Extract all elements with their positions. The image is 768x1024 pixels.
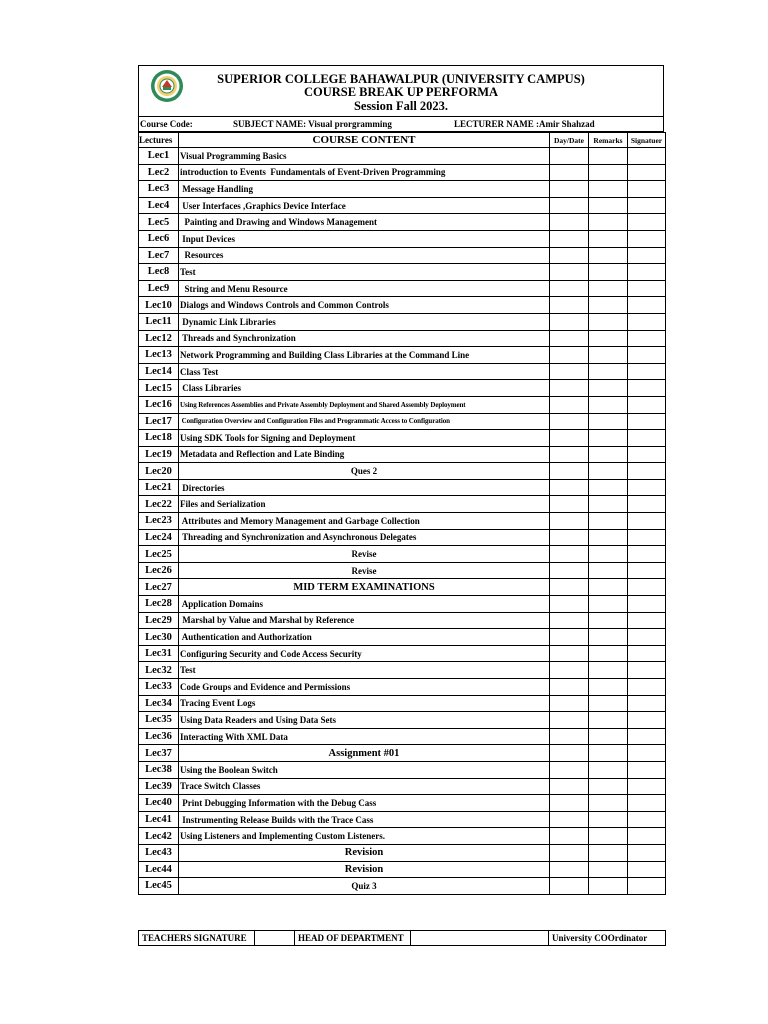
table-row <box>139 148 666 165</box>
table-header-row <box>139 133 666 148</box>
lecture-topic: Visual Programming Basics <box>179 148 550 165</box>
table-row <box>139 645 666 662</box>
date-cell[interactable] <box>550 380 589 397</box>
table-row <box>139 463 666 480</box>
lecture-topic: Painting and Drawing and Windows Management <box>179 214 550 231</box>
signature-cell[interactable] <box>628 712 666 729</box>
date-cell[interactable] <box>550 430 589 447</box>
lecture-number: Lec39 <box>139 778 179 795</box>
lecture-topic: Configuration Overview and Configuration Files and Programmatic Access to Configuration <box>179 413 550 430</box>
table-row <box>139 496 666 513</box>
signature-row <box>138 930 666 946</box>
remarks-cell[interactable] <box>589 761 628 778</box>
remarks-cell[interactable] <box>589 778 628 795</box>
session-label: Session Fall 2023. <box>353 98 449 113</box>
date-cell[interactable] <box>550 396 589 413</box>
date-cell[interactable] <box>550 330 589 347</box>
signature-cell[interactable] <box>628 795 666 812</box>
date-cell[interactable] <box>550 579 589 596</box>
remarks-cell[interactable] <box>589 347 628 364</box>
date-cell[interactable] <box>550 712 589 729</box>
lecture-number: Lec45 <box>139 878 179 895</box>
table-row <box>139 844 666 861</box>
column-header-date: Day/Date <box>550 133 589 148</box>
signature-cell[interactable] <box>628 579 666 596</box>
remarks-cell[interactable] <box>589 795 628 812</box>
signature-cell[interactable] <box>628 695 666 712</box>
remarks-cell[interactable] <box>589 396 628 413</box>
lecture-topic: Network Programming and Building Class Libraries at the Command Line <box>179 347 550 364</box>
lecture-topic: Directories <box>179 479 550 496</box>
signature-cell[interactable] <box>628 629 666 646</box>
date-cell[interactable] <box>550 264 589 281</box>
signature-cell[interactable] <box>628 430 666 447</box>
lecture-number: Lec34 <box>139 695 179 712</box>
table-row <box>139 479 666 496</box>
course-info-row <box>138 117 664 132</box>
lecture-topic: String and Menu Resource <box>179 280 550 297</box>
date-cell[interactable] <box>550 529 589 546</box>
remarks-cell[interactable] <box>589 430 628 447</box>
lecture-topic: Files and Serialization <box>179 496 550 513</box>
remarks-cell[interactable] <box>589 529 628 546</box>
date-cell[interactable] <box>550 629 589 646</box>
remarks-cell[interactable] <box>589 363 628 380</box>
lecture-number: Lec28 <box>139 596 179 613</box>
date-cell[interactable] <box>550 728 589 745</box>
remarks-cell[interactable] <box>589 645 628 662</box>
remarks-cell[interactable] <box>589 230 628 247</box>
lecture-topic: introduction to Events Fundamentals of Event-Driven Programming <box>179 164 550 181</box>
table-row <box>139 430 666 447</box>
remarks-cell[interactable] <box>589 728 628 745</box>
lecture-number: Lec27 <box>139 579 179 596</box>
lecture-number: Lec31 <box>139 645 179 662</box>
course-code-label: Course Code: <box>140 119 193 129</box>
lecture-number: Lec5 <box>139 214 179 231</box>
signature-cell[interactable] <box>628 662 666 679</box>
signature-cell[interactable] <box>628 612 666 629</box>
remarks-cell[interactable] <box>589 579 628 596</box>
form-title: COURSE BREAK UP PERFORMA <box>303 85 499 100</box>
signature-cell[interactable] <box>628 479 666 496</box>
remarks-cell[interactable] <box>589 546 628 563</box>
date-cell[interactable] <box>550 679 589 696</box>
remarks-cell[interactable] <box>589 164 628 181</box>
table-row <box>139 596 666 613</box>
signature-cell[interactable] <box>628 197 666 214</box>
table-row <box>139 396 666 413</box>
table-row <box>139 695 666 712</box>
lecture-topic: Metadata and Reflection and Late Binding <box>179 446 550 463</box>
signature-cell[interactable] <box>628 861 666 878</box>
course-breakup-table <box>138 132 666 895</box>
table-row <box>139 513 666 530</box>
remarks-cell[interactable] <box>589 413 628 430</box>
remarks-cell[interactable] <box>589 679 628 696</box>
hod-label: HEAD OF DEPARTMENT <box>295 931 411 946</box>
lecture-topic: Threading and Synchronization and Asynchronous Delegates <box>179 529 550 546</box>
date-cell[interactable] <box>550 844 589 861</box>
remarks-cell[interactable] <box>589 844 628 861</box>
lecture-topic: Using SDK Tools for Signing and Deployment <box>179 430 550 447</box>
date-cell[interactable] <box>550 363 589 380</box>
signature-cell[interactable] <box>628 297 666 314</box>
lecture-number: Lec16 <box>139 396 179 413</box>
lecture-topic: Revise <box>179 562 550 579</box>
table-row <box>139 347 666 364</box>
lecture-number: Lec32 <box>139 662 179 679</box>
date-cell[interactable] <box>550 148 589 165</box>
table-row <box>139 612 666 629</box>
remarks-cell[interactable] <box>589 811 628 828</box>
lecture-number: Lec33 <box>139 679 179 696</box>
date-cell[interactable] <box>550 446 589 463</box>
lecture-number: Lec4 <box>139 197 179 214</box>
lecture-topic: MID TERM EXAMINATIONS <box>179 579 550 596</box>
lecture-topic: Assignment #01 <box>179 745 550 762</box>
lecture-topic: Revision <box>179 861 550 878</box>
lecture-number: Lec10 <box>139 297 179 314</box>
date-cell[interactable] <box>550 878 589 895</box>
lecture-topic: Resources <box>179 247 550 264</box>
remarks-cell[interactable] <box>589 197 628 214</box>
signature-cell[interactable] <box>628 230 666 247</box>
lecture-number: Lec23 <box>139 513 179 530</box>
date-cell[interactable] <box>550 347 589 364</box>
lecture-topic: Interacting With XML Data <box>179 728 550 745</box>
date-cell[interactable] <box>550 761 589 778</box>
date-cell[interactable] <box>550 280 589 297</box>
table-row <box>139 297 666 314</box>
signature-cell[interactable] <box>628 463 666 480</box>
lecture-topic: Threads and Synchronization <box>179 330 550 347</box>
table-row <box>139 214 666 231</box>
table-row <box>139 761 666 778</box>
table-row <box>139 745 666 762</box>
table-row <box>139 230 666 247</box>
date-cell[interactable] <box>550 861 589 878</box>
lecture-number: Lec12 <box>139 330 179 347</box>
lecture-topic: Revision <box>179 844 550 861</box>
table-row <box>139 861 666 878</box>
date-cell[interactable] <box>550 214 589 231</box>
lecture-number: Lec3 <box>139 181 179 198</box>
date-cell[interactable] <box>550 828 589 845</box>
lecture-number: Lec30 <box>139 629 179 646</box>
signature-cell[interactable] <box>628 446 666 463</box>
remarks-cell[interactable] <box>589 861 628 878</box>
signature-cell[interactable] <box>628 728 666 745</box>
lecture-number: Lec11 <box>139 313 179 330</box>
signature-cell[interactable] <box>628 313 666 330</box>
date-cell[interactable] <box>550 546 589 563</box>
table-row <box>139 562 666 579</box>
date-cell[interactable] <box>550 596 589 613</box>
lecture-topic: Authentication and Authorization <box>179 629 550 646</box>
college-name: SUPERIOR COLLEGE BAHAWALPUR (UNIVERSITY CAMPUS) <box>217 72 585 86</box>
date-cell[interactable] <box>550 413 589 430</box>
lecture-number: Lec36 <box>139 728 179 745</box>
date-cell[interactable] <box>550 313 589 330</box>
lecture-topic: Instrumenting Release Builds with the Trace Cass <box>179 811 550 828</box>
table-row <box>139 247 666 264</box>
remarks-cell[interactable] <box>589 513 628 530</box>
table-row <box>139 197 666 214</box>
lecture-topic: Tracing Event Logs <box>179 695 550 712</box>
remarks-cell[interactable] <box>589 181 628 198</box>
lecture-topic: Print Debugging Information with the Debug Cass <box>179 795 550 812</box>
column-header-content: COURSE CONTENT <box>179 133 550 148</box>
lecture-number: Lec15 <box>139 380 179 397</box>
date-cell[interactable] <box>550 662 589 679</box>
signature-cell[interactable] <box>628 264 666 281</box>
date-cell[interactable] <box>550 811 589 828</box>
table-row <box>139 330 666 347</box>
remarks-cell[interactable] <box>589 596 628 613</box>
date-cell[interactable] <box>550 795 589 812</box>
table-row <box>139 878 666 895</box>
remarks-cell[interactable] <box>589 828 628 845</box>
date-cell[interactable] <box>550 496 589 513</box>
table-row <box>139 579 666 596</box>
table-row <box>139 679 666 696</box>
remarks-cell[interactable] <box>589 496 628 513</box>
date-cell[interactable] <box>550 745 589 762</box>
hod-signature-field[interactable] <box>411 931 549 946</box>
lecture-topic: Using the Boolean Switch <box>179 761 550 778</box>
signature-cell[interactable] <box>628 513 666 530</box>
remarks-cell[interactable] <box>589 297 628 314</box>
lecture-topic: Message Handling <box>179 181 550 198</box>
signature-cell[interactable] <box>628 363 666 380</box>
signature-cell[interactable] <box>628 811 666 828</box>
date-cell[interactable] <box>550 297 589 314</box>
signature-cell[interactable] <box>628 280 666 297</box>
signature-cell[interactable] <box>628 380 666 397</box>
lecture-number: Lec29 <box>139 612 179 629</box>
coordinator-label: University COOrdinator <box>549 931 666 946</box>
teacher-signature-field[interactable] <box>255 931 295 946</box>
signature-cell[interactable] <box>628 347 666 364</box>
date-cell[interactable] <box>550 513 589 530</box>
table-row <box>139 828 666 845</box>
remarks-cell[interactable] <box>589 562 628 579</box>
lecture-number: Lec25 <box>139 546 179 563</box>
date-cell[interactable] <box>550 197 589 214</box>
table-row <box>139 264 666 281</box>
signature-cell[interactable] <box>628 878 666 895</box>
table-row <box>139 363 666 380</box>
lecture-number: Lec18 <box>139 430 179 447</box>
date-cell[interactable] <box>550 164 589 181</box>
table-row <box>139 795 666 812</box>
table-row <box>139 778 666 795</box>
table-row <box>139 629 666 646</box>
lecture-number: Lec37 <box>139 745 179 762</box>
lecture-number: Lec40 <box>139 795 179 812</box>
table-row <box>139 712 666 729</box>
table-row <box>139 728 666 745</box>
lecture-topic: Ques 2 <box>179 463 550 480</box>
lecture-number: Lec24 <box>139 529 179 546</box>
teacher-signature-label: TEACHERS SIGNATURE <box>139 931 255 946</box>
remarks-cell[interactable] <box>589 878 628 895</box>
remarks-cell[interactable] <box>589 247 628 264</box>
signature-cell[interactable] <box>628 214 666 231</box>
lecture-topic: Class Test <box>179 363 550 380</box>
lecture-topic: Application Domains <box>179 596 550 613</box>
signature-cell[interactable] <box>628 164 666 181</box>
remarks-cell[interactable] <box>589 380 628 397</box>
lecture-topic: Revise <box>179 546 550 563</box>
date-cell[interactable] <box>550 463 589 480</box>
lecture-number: Lec19 <box>139 446 179 463</box>
remarks-cell[interactable] <box>589 214 628 231</box>
signature-cell[interactable] <box>628 496 666 513</box>
lecture-topic: Input Devices <box>179 230 550 247</box>
table-row <box>139 313 666 330</box>
remarks-cell[interactable] <box>589 280 628 297</box>
table-row <box>139 181 666 198</box>
signature-cell[interactable] <box>628 761 666 778</box>
lecture-number: Lec26 <box>139 562 179 579</box>
lecture-number: Lec44 <box>139 861 179 878</box>
table-row <box>139 446 666 463</box>
lecture-topic: Trace Switch Classes <box>179 778 550 795</box>
date-cell[interactable] <box>550 230 589 247</box>
date-cell[interactable] <box>550 612 589 629</box>
remarks-cell[interactable] <box>589 148 628 165</box>
form-header <box>138 65 664 117</box>
remarks-cell[interactable] <box>589 463 628 480</box>
table-row <box>139 413 666 430</box>
lecture-topic: Attributes and Memory Management and Garbage Collection <box>179 513 550 530</box>
lecture-number: Lec9 <box>139 280 179 297</box>
table-row <box>139 662 666 679</box>
lecture-number: Lec22 <box>139 496 179 513</box>
remarks-cell[interactable] <box>589 612 628 629</box>
lecture-number: Lec6 <box>139 230 179 247</box>
remarks-cell[interactable] <box>589 662 628 679</box>
signature-cell[interactable] <box>628 745 666 762</box>
table-row <box>139 529 666 546</box>
lecture-topic: Using Data Readers and Using Data Sets <box>179 712 550 729</box>
signature-cell[interactable] <box>628 828 666 845</box>
lecture-number: Lec1 <box>139 148 179 165</box>
lecture-topic: Using References Assemblies and Private Assembly Deployment and Shared Assembly Deployment <box>179 396 550 413</box>
lecture-number: Lec20 <box>139 463 179 480</box>
lecture-number: Lec42 <box>139 828 179 845</box>
lecture-topic: Quiz 3 <box>179 878 550 895</box>
signature-cell[interactable] <box>628 330 666 347</box>
signature-cell[interactable] <box>628 679 666 696</box>
table-row <box>139 546 666 563</box>
lecture-topic: Test <box>179 662 550 679</box>
lecture-number: Lec14 <box>139 363 179 380</box>
lecture-topic: Dynamic Link Libraries <box>179 313 550 330</box>
lecture-topic: Class Libraries <box>179 380 550 397</box>
remarks-cell[interactable] <box>589 745 628 762</box>
table-row <box>139 380 666 397</box>
lecture-topic: Test <box>179 264 550 281</box>
signature-cell[interactable] <box>628 529 666 546</box>
date-cell[interactable] <box>550 181 589 198</box>
table-row <box>139 164 666 181</box>
remarks-cell[interactable] <box>589 446 628 463</box>
signature-cell[interactable] <box>628 396 666 413</box>
signature-cell[interactable] <box>628 148 666 165</box>
remarks-cell[interactable] <box>589 313 628 330</box>
lecturer-name: LECTURER NAME :Amir Shahzad <box>454 119 595 129</box>
lecture-number: Lec7 <box>139 247 179 264</box>
lecture-number: Lec17 <box>139 413 179 430</box>
lecture-number: Lec2 <box>139 164 179 181</box>
signature-cell[interactable] <box>628 562 666 579</box>
lecture-topic: Configuring Security and Code Access Security <box>179 645 550 662</box>
remarks-cell[interactable] <box>589 629 628 646</box>
lecture-topic: User Interfaces ,Graphics Device Interface <box>179 197 550 214</box>
remarks-cell[interactable] <box>589 712 628 729</box>
remarks-cell[interactable] <box>589 264 628 281</box>
lecture-number: Lec13 <box>139 347 179 364</box>
date-cell[interactable] <box>550 479 589 496</box>
lecture-number: Lec43 <box>139 844 179 861</box>
column-header-remarks: Remarks <box>589 133 628 148</box>
subject-name: SUBJECT NAME: Visual prorgramming <box>233 119 392 129</box>
remarks-cell[interactable] <box>589 330 628 347</box>
table-row <box>139 280 666 297</box>
signature-cell[interactable] <box>628 645 666 662</box>
date-cell[interactable] <box>550 778 589 795</box>
signature-cell[interactable] <box>628 778 666 795</box>
lecture-topic: Using Listeners and Implementing Custom Listeners. <box>179 828 550 845</box>
remarks-cell[interactable] <box>589 479 628 496</box>
date-cell[interactable] <box>550 562 589 579</box>
signature-cell[interactable] <box>628 546 666 563</box>
table-row <box>139 811 666 828</box>
date-cell[interactable] <box>550 645 589 662</box>
signature-cell[interactable] <box>628 413 666 430</box>
lecture-number: Lec8 <box>139 264 179 281</box>
signature-cell[interactable] <box>628 247 666 264</box>
lecture-number: Lec35 <box>139 712 179 729</box>
lecture-number: Lec38 <box>139 761 179 778</box>
lecture-number: Lec21 <box>139 479 179 496</box>
lecture-number: Lec41 <box>139 811 179 828</box>
column-header-lectures: Lectures <box>139 133 179 148</box>
lecture-topic: Code Groups and Evidence and Permissions <box>179 679 550 696</box>
column-header-signature: Signatuer <box>628 133 666 148</box>
date-cell[interactable] <box>550 247 589 264</box>
signature-cell[interactable] <box>628 844 666 861</box>
lecture-topic: Marshal by Value and Marshal by Reference <box>179 612 550 629</box>
date-cell[interactable] <box>550 695 589 712</box>
remarks-cell[interactable] <box>589 695 628 712</box>
signature-cell[interactable] <box>628 596 666 613</box>
lecture-topic: Dialogs and Windows Controls and Common Controls <box>179 297 550 314</box>
signature-cell[interactable] <box>628 181 666 198</box>
